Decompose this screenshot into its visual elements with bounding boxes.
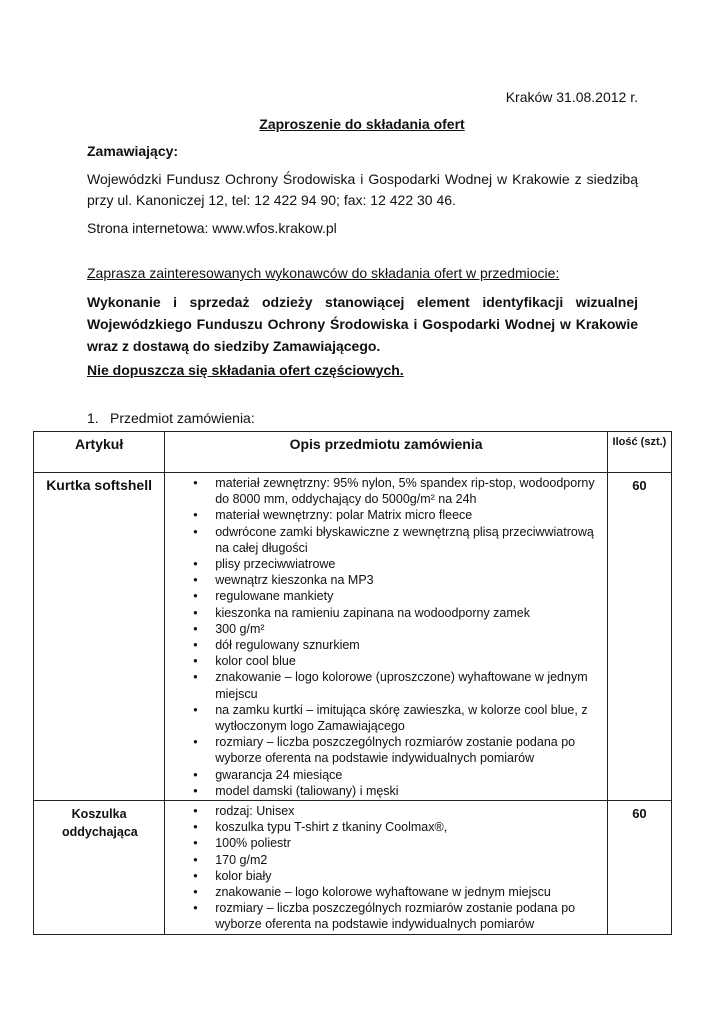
order-subject: Wykonanie i sprzedaż odzieży stanowiącej element identyfikacji wizualnej Wojewódzkiego Funduszu Ochrony Środowiska i Gospodarki Wodnej w Krakowie wraz z dostawą do siedziby Zamawiającego. xyxy=(87,294,638,354)
bullet-icon: • xyxy=(193,654,198,669)
bullet-icon: • xyxy=(193,508,198,523)
bullet-icon: • xyxy=(193,573,198,588)
feature-text: regulowane mankiety xyxy=(215,589,334,604)
bullet-icon: • xyxy=(193,804,198,819)
feature-text: znakowanie – logo kolorowe wyhaftowane w jednym miejscu xyxy=(215,885,551,900)
bullet-icon: • xyxy=(193,885,198,900)
header-article: Artykuł xyxy=(34,432,165,473)
feature-list xyxy=(165,801,607,934)
feature-item xyxy=(165,819,601,835)
bullet-icon: • xyxy=(193,836,198,851)
table-row xyxy=(34,801,672,935)
feature-text: 100% poliestr xyxy=(215,836,291,851)
header-quantity: Ilość (szt.) xyxy=(607,432,671,473)
feature-item xyxy=(165,605,601,621)
feature-text: 300 g/m² xyxy=(215,621,265,636)
item-quantity: 60 xyxy=(607,801,671,935)
feature-text: plisy przeciwwiatrowe xyxy=(215,557,336,572)
bullet-icon: • xyxy=(193,638,198,653)
header-description: Opis przedmiotu zamówienia xyxy=(165,432,608,473)
bullet-icon: • xyxy=(193,476,198,490)
feature-item xyxy=(165,637,601,653)
ordering-party-address: Wojewódzki Fundusz Ochrony Środowiska i Gospodarki Wodnej w Krakowie z siedzibą przy ul. Kanoniczej 12, tel: 12 422 94 90; fax: 12 422 30 46. xyxy=(87,171,638,208)
item-name: Koszulka oddychająca xyxy=(34,801,165,935)
feature-item xyxy=(165,884,601,900)
feature-text: wewnątrz kieszonka na MP3 xyxy=(215,573,374,588)
item-description xyxy=(165,473,608,801)
bullet-icon: • xyxy=(193,868,198,883)
bullet-icon: • xyxy=(193,901,198,916)
table-row xyxy=(34,473,672,801)
feature-text: materiał zewnętrzny: 95% nylon, 5% spandex rip-stop, wodoodporny do 8000 mm, oddychający do 5000g/m² na 24h xyxy=(215,476,595,507)
bullet-icon: • xyxy=(193,783,198,798)
feature-text: materiał wewnętrzny: polar Matrix micro fleece xyxy=(215,508,473,523)
feature-list xyxy=(165,473,607,800)
feature-item xyxy=(165,669,601,701)
bullet-icon: • xyxy=(193,702,198,717)
feature-item xyxy=(165,475,601,507)
item-name: Kurtka softshell xyxy=(34,473,165,801)
feature-item xyxy=(165,868,601,884)
bullet-icon: • xyxy=(193,852,198,867)
document-title: Zaproszenie do składania ofert xyxy=(259,116,465,132)
feature-item xyxy=(165,852,601,868)
table-header-row xyxy=(34,432,672,473)
item-quantity: 60 xyxy=(607,473,671,801)
bullet-icon: • xyxy=(193,670,198,685)
feature-text: kieszonka na ramieniu zapinana na wodoodporny zamek xyxy=(215,605,530,620)
feature-text: rozmiary – liczba poszczególnych rozmiarów zostanie podana po wyborze oferenta na podstawie indywidualnych pomiarów xyxy=(215,735,576,766)
feature-item xyxy=(165,767,601,783)
bullet-icon: • xyxy=(193,621,198,636)
feature-text: kolor cool blue xyxy=(215,654,296,669)
invitation-text: Zaprasza zainteresowanych wykonawców do składania ofert w przedmiocie: xyxy=(87,265,560,281)
bullet-icon: • xyxy=(193,524,198,539)
feature-item xyxy=(165,734,601,766)
feature-item xyxy=(165,588,601,604)
bullet-icon: • xyxy=(193,735,198,750)
section-title: Przedmiot zamówienia: xyxy=(110,410,255,426)
item-description xyxy=(165,801,608,935)
feature-item xyxy=(165,621,601,637)
feature-item xyxy=(165,556,601,572)
feature-text: dół regulowany sznurkiem xyxy=(215,638,360,653)
bullet-icon: • xyxy=(193,820,198,835)
feature-item xyxy=(165,653,601,669)
bullet-icon: • xyxy=(193,589,198,604)
feature-text: rodzaj: Unisex xyxy=(215,804,295,819)
feature-text: rozmiary – liczba poszczególnych rozmiarów zostanie podana po wyborze oferenta na podstawie indywidualnych pomiarów xyxy=(215,901,576,932)
feature-text: na zamku kurtki – imitująca skórę zawieszka, w kolorze cool blue, z wytłoczonym logo Zamawiającego xyxy=(215,702,588,734)
ordering-party-label: Zamawiający: xyxy=(87,143,179,159)
section-number: 1. xyxy=(87,410,99,426)
section-heading xyxy=(87,410,255,426)
feature-text: 170 g/m2 xyxy=(215,852,268,867)
no-partial-offers-note: Nie dopuszcza się składania ofert częściowych. xyxy=(87,362,404,378)
feature-text: koszulka typu T-shirt z tkaniny Coolmax®, xyxy=(215,820,448,835)
feature-text: znakowanie – logo kolorowe (uproszczone) wyhaftowane w jednym miejscu xyxy=(215,670,588,701)
bullet-icon: • xyxy=(193,557,198,572)
ordering-party-website: Strona internetowa: www.wfos.krakow.pl xyxy=(87,220,337,236)
document-date: Kraków 31.08.2012 r. xyxy=(505,89,638,105)
feature-item xyxy=(165,524,601,556)
feature-item xyxy=(165,507,601,523)
bullet-icon: • xyxy=(193,767,198,782)
feature-text: gwarancja 24 miesiące xyxy=(215,767,343,782)
feature-item xyxy=(165,702,601,734)
feature-text: kolor biały xyxy=(215,868,272,883)
feature-text: model damski (taliowany) i męski xyxy=(215,783,399,798)
bullet-icon: • xyxy=(193,605,198,620)
feature-item xyxy=(165,835,601,851)
feature-item xyxy=(165,900,601,932)
feature-item xyxy=(165,803,601,819)
items-table xyxy=(33,431,672,935)
feature-text: odwrócone zamki błyskawiczne z wewnętrzną plisą przeciwwiatrową na całej długości xyxy=(215,524,594,555)
feature-item xyxy=(165,572,601,588)
feature-item xyxy=(165,783,601,799)
